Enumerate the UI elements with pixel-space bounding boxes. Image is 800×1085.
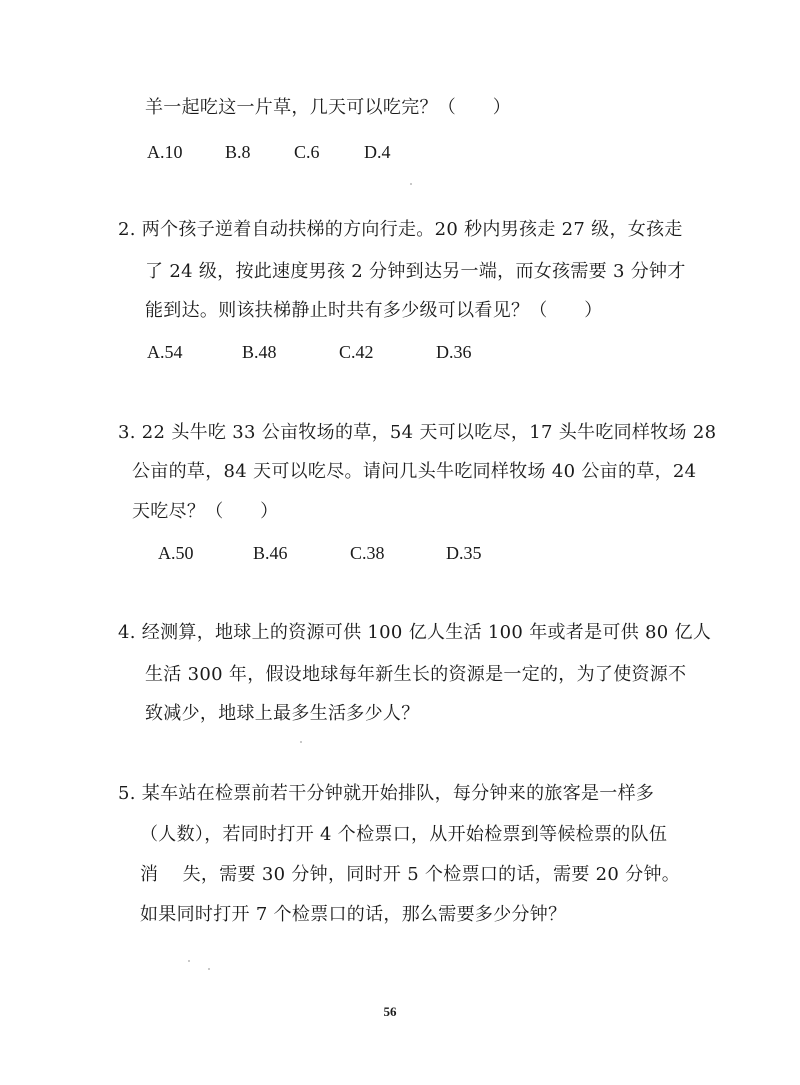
question-text-line: 能到达。则该扶梯静止时共有多少级可以看见？（ ）: [145, 300, 603, 321]
option-c: C.42: [339, 342, 374, 362]
question-text-line: 5. 某车站在检票前若干分钟就开始排队，每分钟来的旅客是一样多: [118, 783, 655, 804]
question-text-line: 生活 300 年，假设地球每年新生长的资源是一定的，为了使资源不: [145, 664, 687, 685]
scan-speck: [300, 741, 302, 743]
option-b: B.46: [253, 543, 288, 563]
scan-speck: [188, 960, 190, 962]
option-c: C.6: [294, 142, 320, 162]
question-text-line: 3. 22 头牛吃 33 公亩牧场的草，54 天可以吃尽，17 头牛吃同样牧场 28: [118, 422, 717, 443]
question-text-line: 公亩的草，84 天可以吃尽。请问几头牛吃同样牧场 40 公亩的草，24: [132, 461, 697, 482]
question-text-line: 了 24 级，按此速度男孩 2 分钟到达另一端，而女孩需要 3 分钟才: [145, 261, 686, 282]
question-text-line: 天吃尽？（ ）: [132, 501, 279, 522]
option-b: B.8: [225, 142, 251, 162]
scan-speck: [208, 968, 210, 970]
scan-speck: [410, 183, 412, 185]
option-a: A.50: [158, 543, 194, 563]
question-text-line: 2. 两个孩子逆着自动扶梯的方向行走。20 秒内男孩走 27 级，女孩走: [118, 219, 683, 240]
option-d: D.35: [446, 543, 482, 563]
question-text-line: 如果同时打开 7 个检票口的话，那么需要多少分钟？: [140, 904, 567, 925]
question-text-line: 致减少，地球上最多生活多少人？: [145, 703, 420, 724]
page-number: 56: [383, 1004, 397, 1019]
question-text-line: 羊一起吃这一片草，几天可以吃完？（ ）: [145, 97, 511, 118]
option-b: B.48: [242, 342, 277, 362]
option-a: A.10: [147, 142, 183, 162]
question-text-line: 消 失，需要 30 分钟，同时开 5 个检票口的话，需要 20 分钟。: [140, 864, 681, 885]
option-a: A.54: [147, 342, 183, 362]
question-text-line: 4. 经测算，地球上的资源可供 100 亿人生活 100 年或者是可供 80 亿人: [118, 622, 712, 643]
option-d: D.36: [436, 342, 472, 362]
option-d: D.4: [364, 142, 391, 162]
option-c: C.38: [350, 543, 385, 563]
question-text-line: （人数），若同时打开 4 个检票口，从开始检票到等候检票的队伍: [140, 824, 668, 845]
